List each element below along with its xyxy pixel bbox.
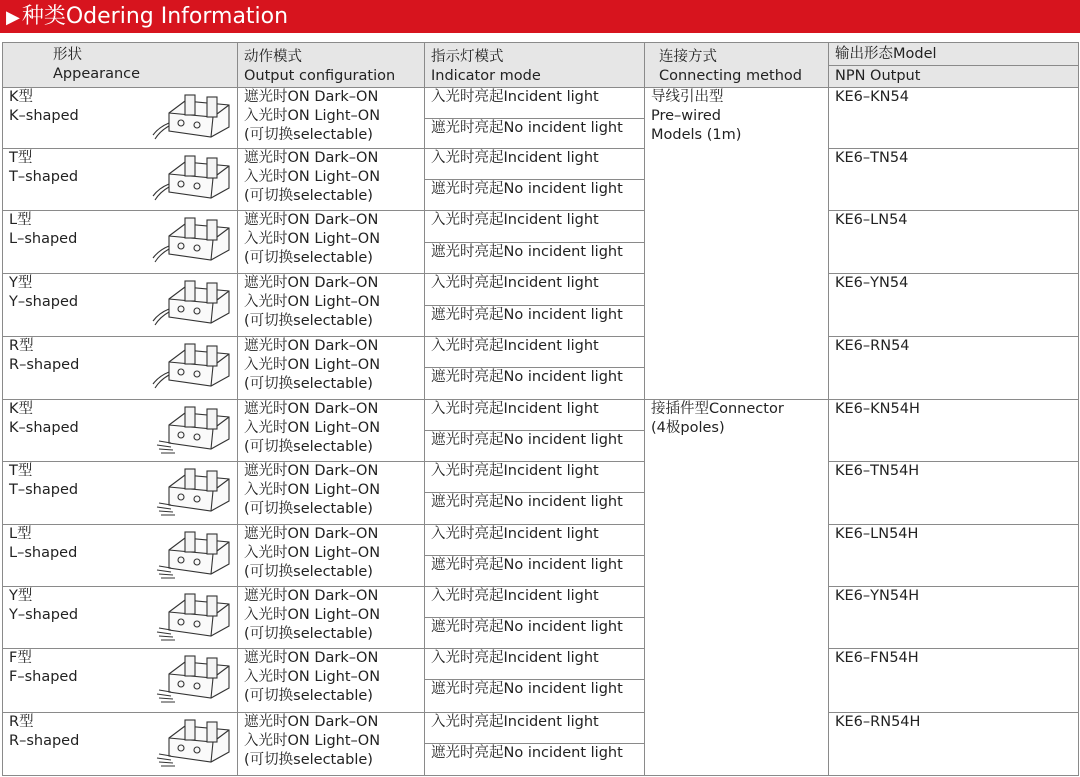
indicator-no-incident-light: 遮光时亮起No incident light bbox=[425, 367, 645, 399]
header-appearance: 形状 Appearance bbox=[3, 43, 238, 88]
appearance-cell bbox=[3, 525, 238, 587]
shape-name-en: K–shaped bbox=[9, 419, 79, 436]
appearance-cell bbox=[3, 649, 238, 712]
output-dark-on: 遮光时ON Dark–ON bbox=[244, 713, 379, 730]
model-number: KE6–KN54 bbox=[829, 88, 1079, 149]
shape-name-cn: R型 bbox=[9, 337, 34, 354]
shape-name-en: Y–shaped bbox=[9, 294, 79, 311]
output-light-on: 入光时ON Light–ON bbox=[244, 669, 381, 686]
output-light-on: 入光时ON Light–ON bbox=[244, 732, 381, 749]
ordering-table bbox=[2, 42, 1079, 776]
table-row bbox=[3, 274, 1079, 305]
output-configuration-cell bbox=[238, 399, 425, 461]
table-row bbox=[3, 649, 1079, 680]
shape-name-en: T–shaped bbox=[9, 169, 79, 186]
section-title-bar bbox=[0, 0, 1080, 33]
output-light-on: 入光时ON Light–ON bbox=[244, 294, 381, 311]
indicator-incident-light: 入光时亮起Incident light bbox=[425, 336, 645, 367]
indicator-incident-light: 入光时亮起Incident light bbox=[425, 274, 645, 305]
shape-name-en: Y–shaped bbox=[9, 607, 79, 624]
model-number: KE6–TN54 bbox=[829, 149, 1079, 211]
connecting-method-prewired: 导线引出型 Pre–wired Models (1m) bbox=[645, 88, 829, 400]
appearance-cell bbox=[3, 88, 238, 149]
appearance-cell bbox=[3, 712, 238, 775]
play-triangle-icon: ▶ bbox=[6, 7, 20, 28]
output-light-on: 入光时ON Light–ON bbox=[244, 231, 381, 248]
output-light-on: 入光时ON Light–ON bbox=[244, 481, 381, 498]
output-configuration-cell bbox=[238, 712, 425, 775]
indicator-no-incident-light: 遮光时亮起No incident light bbox=[425, 119, 645, 149]
indicator-incident-light: 入光时亮起Incident light bbox=[425, 525, 645, 556]
indicator-no-incident-light: 遮光时亮起No incident light bbox=[425, 743, 645, 775]
appearance-cell bbox=[3, 149, 238, 211]
shape-name-en: L–shaped bbox=[9, 545, 78, 562]
shape-name-cn: L型 bbox=[9, 526, 32, 543]
indicator-incident-light: 入光时亮起Incident light bbox=[425, 461, 645, 492]
indicator-no-incident-light: 遮光时亮起No incident light bbox=[425, 243, 645, 274]
output-configuration-cell bbox=[238, 525, 425, 587]
table-row bbox=[3, 587, 1079, 618]
output-selectable: (可切换selectable) bbox=[244, 500, 373, 517]
output-light-on: 入光时ON Light–ON bbox=[244, 419, 381, 436]
indicator-incident-light: 入光时亮起Incident light bbox=[425, 712, 645, 743]
indicator-no-incident-light: 遮光时亮起No incident light bbox=[425, 305, 645, 336]
output-light-on: 入光时ON Light–ON bbox=[244, 169, 381, 186]
table-row bbox=[3, 399, 1079, 430]
shape-name-cn: K型 bbox=[9, 400, 34, 417]
indicator-no-incident-light: 遮光时亮起No incident light bbox=[425, 680, 645, 712]
output-selectable: (可切换selectable) bbox=[244, 751, 373, 768]
model-number: KE6–LN54H bbox=[829, 525, 1079, 587]
table-row bbox=[3, 712, 1079, 743]
output-configuration-cell bbox=[238, 274, 425, 336]
shape-name-en: R–shaped bbox=[9, 732, 80, 749]
indicator-incident-light: 入光时亮起Incident light bbox=[425, 649, 645, 680]
model-number: KE6–KN54H bbox=[829, 399, 1079, 461]
model-number: KE6–TN54H bbox=[829, 461, 1079, 524]
model-number: KE6–RN54H bbox=[829, 712, 1079, 775]
header-output-configuration: 动作模式 Output configuration bbox=[238, 43, 425, 88]
output-dark-on: 遮光时ON Dark–ON bbox=[244, 275, 379, 292]
model-number: KE6–LN54 bbox=[829, 211, 1079, 274]
header-model: 输出形态Model bbox=[829, 43, 1079, 66]
output-light-on: 入光时ON Light–ON bbox=[244, 545, 381, 562]
indicator-no-incident-light: 遮光时亮起No incident light bbox=[425, 556, 645, 587]
table-row bbox=[3, 88, 1079, 119]
output-dark-on: 遮光时ON Dark–ON bbox=[244, 150, 379, 167]
shape-name-cn: R型 bbox=[9, 713, 34, 730]
shape-name-en: L–shaped bbox=[9, 231, 78, 248]
shape-name-en: K–shaped bbox=[9, 108, 79, 124]
shape-name-en: F–shaped bbox=[9, 669, 78, 686]
section-title: 种类Odering Information bbox=[21, 4, 289, 29]
shape-name-cn: K型 bbox=[9, 89, 34, 105]
shape-name-cn: F型 bbox=[9, 650, 32, 667]
output-selectable: (可切换selectable) bbox=[244, 688, 373, 705]
indicator-incident-light: 入光时亮起Incident light bbox=[425, 587, 645, 618]
appearance-cell bbox=[3, 211, 238, 274]
shape-name-cn: Y型 bbox=[9, 588, 33, 605]
header-connecting-method: 连接方式 Connecting method bbox=[645, 43, 829, 88]
indicator-no-incident-light: 遮光时亮起No incident light bbox=[425, 430, 645, 461]
table-row bbox=[3, 525, 1079, 556]
model-number: KE6–YN54H bbox=[829, 587, 1079, 649]
indicator-incident-light: 入光时亮起Incident light bbox=[425, 399, 645, 430]
header-indicator-mode: 指示灯模式 Indicator mode bbox=[425, 43, 645, 88]
output-selectable: (可切换selectable) bbox=[244, 188, 373, 205]
shape-name-cn: L型 bbox=[9, 212, 32, 229]
output-dark-on: 遮光时ON Dark–ON bbox=[244, 89, 379, 105]
output-selectable: (可切换selectable) bbox=[244, 438, 373, 455]
model-number: KE6–RN54 bbox=[829, 336, 1079, 399]
output-light-on: 入光时ON Light–ON bbox=[244, 108, 381, 124]
shape-name-cn: Y型 bbox=[9, 275, 33, 292]
header-npn-output: NPN Output bbox=[829, 66, 1079, 88]
output-configuration-cell bbox=[238, 587, 425, 649]
appearance-cell bbox=[3, 336, 238, 399]
output-configuration-cell bbox=[238, 649, 425, 712]
indicator-incident-light: 入光时亮起Incident light bbox=[425, 88, 645, 119]
appearance-cell bbox=[3, 461, 238, 524]
output-dark-on: 遮光时ON Dark–ON bbox=[244, 212, 379, 229]
table-row bbox=[3, 149, 1079, 180]
connecting-method-connector: 接插件型Connector (4极poles) bbox=[645, 399, 829, 775]
output-dark-on: 遮光时ON Dark–ON bbox=[244, 400, 379, 417]
appearance-cell bbox=[3, 399, 238, 461]
output-light-on: 入光时ON Light–ON bbox=[244, 356, 381, 373]
indicator-incident-light: 入光时亮起Incident light bbox=[425, 211, 645, 243]
output-configuration-cell bbox=[238, 149, 425, 211]
indicator-no-incident-light: 遮光时亮起No incident light bbox=[425, 180, 645, 211]
output-configuration-cell bbox=[238, 88, 425, 149]
output-configuration-cell bbox=[238, 461, 425, 524]
output-selectable: (可切换selectable) bbox=[244, 313, 373, 330]
table-row bbox=[3, 211, 1079, 243]
output-configuration-cell bbox=[238, 211, 425, 274]
indicator-incident-light: 入光时亮起Incident light bbox=[425, 149, 645, 180]
table-row bbox=[3, 461, 1079, 492]
output-selectable: (可切换selectable) bbox=[244, 626, 373, 643]
output-dark-on: 遮光时ON Dark–ON bbox=[244, 337, 379, 354]
model-number: KE6–FN54H bbox=[829, 649, 1079, 712]
table-row bbox=[3, 336, 1079, 367]
appearance-cell bbox=[3, 587, 238, 649]
output-selectable: (可切换selectable) bbox=[244, 127, 373, 143]
shape-name-en: T–shaped bbox=[9, 481, 79, 498]
appearance-cell bbox=[3, 274, 238, 336]
indicator-no-incident-light: 遮光时亮起No incident light bbox=[425, 493, 645, 525]
output-selectable: (可切换selectable) bbox=[244, 564, 373, 581]
output-dark-on: 遮光时ON Dark–ON bbox=[244, 462, 379, 479]
output-dark-on: 遮光时ON Dark–ON bbox=[244, 650, 379, 667]
output-light-on: 入光时ON Light–ON bbox=[244, 607, 381, 624]
output-selectable: (可切换selectable) bbox=[244, 250, 373, 267]
model-number: KE6–YN54 bbox=[829, 274, 1079, 336]
shape-name-cn: T型 bbox=[9, 150, 33, 167]
output-dark-on: 遮光时ON Dark–ON bbox=[244, 588, 379, 605]
indicator-no-incident-light: 遮光时亮起No incident light bbox=[425, 618, 645, 649]
output-selectable: (可切换selectable) bbox=[244, 375, 373, 392]
shape-name-en: R–shaped bbox=[9, 356, 80, 373]
output-configuration-cell bbox=[238, 336, 425, 399]
shape-name-cn: T型 bbox=[9, 462, 33, 479]
output-dark-on: 遮光时ON Dark–ON bbox=[244, 526, 379, 543]
